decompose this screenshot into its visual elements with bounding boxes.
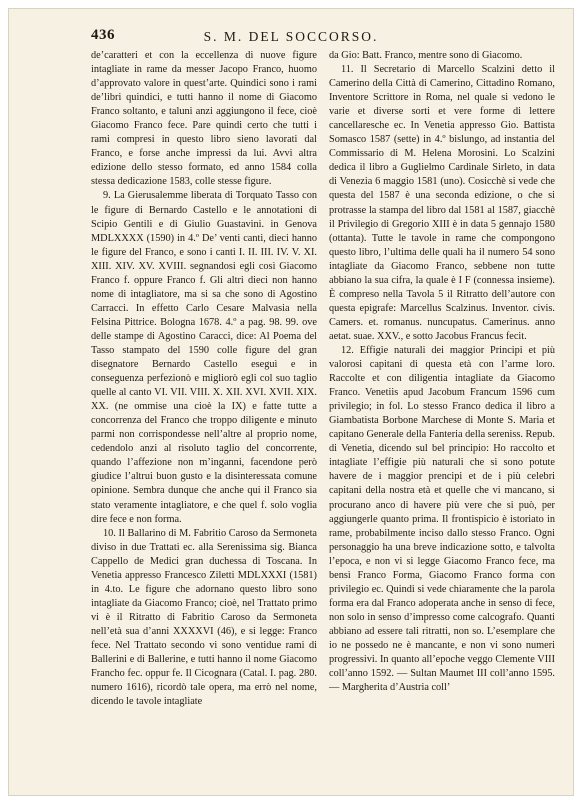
right-text-column [329, 49, 555, 695]
page-number: 436 [91, 27, 115, 43]
paragraph-continuation: de’caratteri et con la eccellenza di nuove figure intagliate in rame da messer Jacopo Franco, huomo d’approvato valore in quest’arte. Quindici sono i rami de’libri quindici, e tutti hanno il nome di Giacomo Franco soltanto, e taluni anzi aggiungono il fece, cioè Giacomo Franco fece. Pare quindi certo che tutti i rami compresi in questo libro sieno lavorati dal Franco, e forse anche impressi da lui. Avvi altra edizione dello stesso formato, ed anno 1584 colla stessa dedicazione 1583, colle stesse figure. [91, 50, 317, 188]
paragraph-continuation: da Gio: Batt. Franco, mentre sono di Giacomo. [329, 50, 523, 61]
paragraph-entry-12: 12. Effigie naturali dei maggior Principi et più valorosi capitani di questa età con l’arme loro. Raccolte et con diligentia intagliate da Giacomo Franco. Venetiis apud Jacobum Francum 1596 cum privilegio; in fol. Lo stesso Franco dedica il libro a Giambatista Borbone Marchese di Monte S. Maria et capitano Generale della Fanteria della sereniss. Repub. di Venetia, dicendo sul bel principio: Ho raccolto et intagliate l’effigie più naturali che si sono potute havere de i maggior prencipi et de i più celebri capitani della nostra età et quelle che vi mancano, si procurano anco di havere più vere che si può, per aggiungerle quanto prima. Il frontispicio è istoriato in rame, probabilmente inciso dallo stesso Franco. Ogni personaggio ha una breve indicazione sotto, e talvolta l’epoca, e non vi si legge Giacomo Franco fece, ma bensì Franco Forma, Giacomo Franco forma con privilegio ec. Quindi si vede chiaramente che la parola forma era dal Franco adoperata anche in senso di fece, non solo in senso d’impresso come calcografo. Quanti abbiano ad essere tali ritratti, non so. L’esemplare che io ne possedo ne è mancante, e non vi sono numeri progressivi. In quanto all’epoche veggo Clemente VIII coll’anno 1592. — Sultan Maumet III coll’anno 1595. — Margherita d’Austria coll’ [329, 344, 555, 694]
paragraph-entry-10: 10. Il Ballarino di M. Fabritio Caroso da Sermoneta diviso in due Trattati ec. alla Serenissima sig. Bianca Cappello de Medici gran duchessa di Toscana. In Venetia appresso Francesco Ziletti MDLXXXI (1581) in 4.to. Le figure che adornano questo libro sono intagliate da Giacomo Franco; cioè, nel Trattato primo vi è il Ritratto di Fabritio Caroso da Sermoneta nell’età sua d’anni XXXXVI (46), e si legge: Franco fece. Nel Trattato secondo vi sono ventidue rami di Ballerini e di Ballerine, e tutti hanno il nome Giacomo Francho fec. oppur fe. Il Cicognara (Catal. I. pag. 280. numero 1616), ricordò tale opera, ma errò nel nome, dicendo le tavole intagliate [91, 527, 317, 708]
left-text-column [91, 49, 317, 709]
paragraph-entry-11: 11. Il Secretario di Marcello Scalzini detto il Camerino della Città di Camerino, Cittadino Romano, Inventore Scrittore in Roma, nel quale si vedono le varie et diverse sorti et vere forme di lettere cancellaresche ec. In Venetia appresso Gio. Battista Somasco 1587 (sette) in 4.º bislungo, ad instantia del Commissario di M. Helena Morosini. Lo Scalzini dedica il libro a Guglielmo Cardinale Sirleto, in data di Venezia 6 maggio 1581 (uno). Cosicchè si vede che questa del 1587 è una seconda edizione, o che si protrasse la stampa del libro dal 1581 al 1587, giacchè il Privilegio di Gregorio XIII è in data 5 gennajo 1580 (ottanta). Tutte le tavole in rame che compongono questo libro, l’ultima delle quali ha il numero 54 sono intagliate da Giacomo Franco, sebbene non tutte abbiano la sua cifra, la quale è I F (connessa insieme). È compreso nella Tavola 5 il Ritratto dell’autore con questa epigrafe: Marcellus Scalzinus. Inventor. civis. Camers. et. romanus. nuncupatus. Camerinus. anno aetat. suae. XXV., e sotto Jacobus Francus fecit. [329, 64, 555, 342]
book-page [8, 8, 574, 796]
running-title: S. M. DEL SOCCORSO. [203, 29, 379, 44]
paragraph-entry-9: 9. La Gierusalemme liberata di Torquato Tasso con le figure di Bernardo Castello e le annotationi di Scipio Gentili e di Giulio Guastavini. in Genova MDLXXXX (1590) in 4.º De’ venti canti, dieci hanno le figure del Franco, e sono i canti I. II. III. IV. V. XI. XIII. XIV. XV. XVIII. segnandosi egli così Giacomo Franco f. oppure Franco f. Gli altri dieci non hanno nome di intagliatore, ma si sa che sono di Agostino Carracci. In effetto Carlo Cesare Malvasia nella Felsina Pittrice. Bologna 1678. 4.º a pag. 98. 99. ove delle stampe di Agostino Caracci, dice: Al Poema del Tasso stampato del 1590 colle figure del gran disegnatore Bernardo Castello eseguì e in conseguenza perfezionò e migliorò egli col suo taglio quelle al canto VI. VII. VIII. X. XII. XVI. XVII. XIX. XX. (ne ommise una cioè la IX) e fatte tutte a concorrenza del Franco che troppo diligente e minuto parmi non corrispondesse nell’altre al proprio nome, cedendolo anzi al risoluto taglio del concorrente, quando l’affezione non m’inganni, facendone però giudice l’altrui buon gusto e la disinteressata comune opinione. Sembra dunque che anche qui il Franco sia stato veramente intagliatore, e che quel f. solo voglia dire fece e non forma. [91, 190, 317, 525]
